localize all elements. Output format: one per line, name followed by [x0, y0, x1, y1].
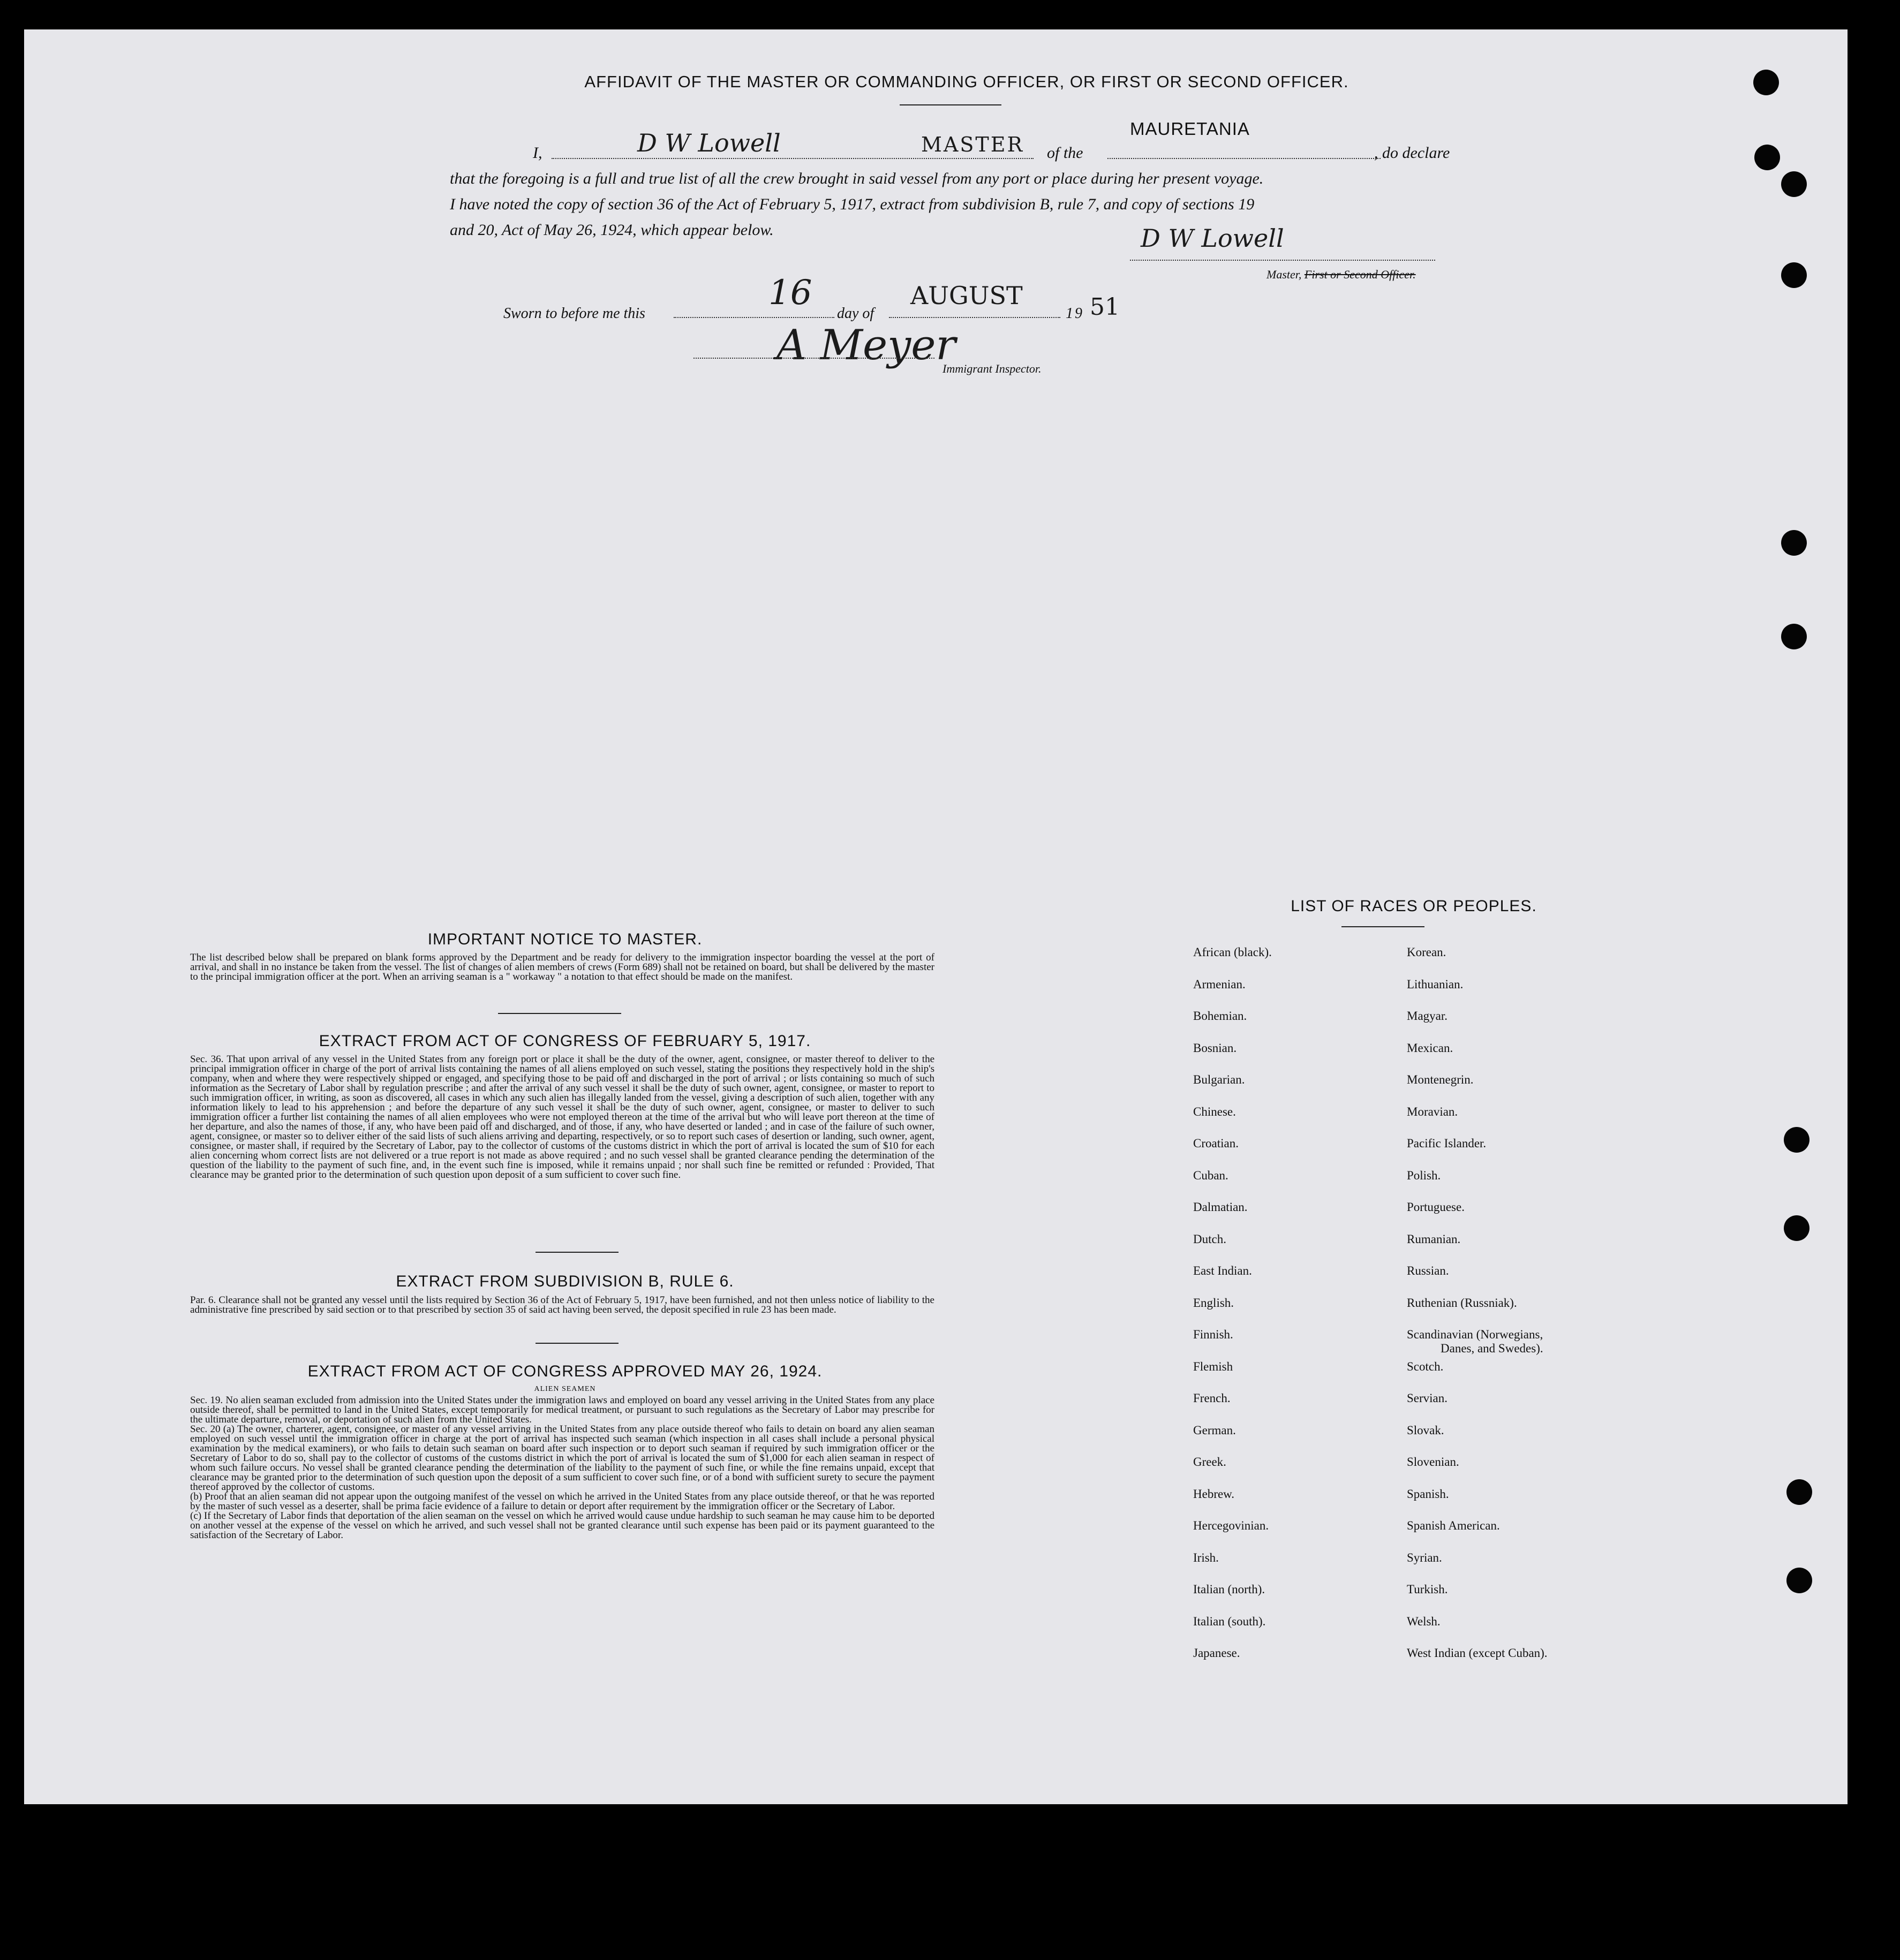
- divider: [536, 1252, 619, 1253]
- vessel-name: MAURETANIA: [1130, 119, 1250, 139]
- race-item: Cuban.: [1193, 1168, 1228, 1182]
- extract-1917-title: EXTRACT FROM ACT OF CONGRESS OF FEBRUARY 5, 1917.: [319, 1032, 811, 1050]
- extract-rule-body: Par. 6. Clearance shall not be granted any vessel until the lists required by Section 36 of the Act of February 5, 1917, have been furnished, and not then unless notice of liability to the administrative fine prescribed by said section or to that prescribed by section 35 of said act having been served, the deposit specified in rule 23 has been made.: [190, 1295, 934, 1315]
- race-item-continuation: Danes, and Swedes).: [1441, 1342, 1543, 1355]
- extract-rule-title: EXTRACT FROM SUBDIVISION B, RULE 6.: [396, 1273, 734, 1290]
- race-item: Bosnian.: [1193, 1041, 1237, 1055]
- affidavit-line-2: that the foregoing is a full and true list of all the crew brought in said vessel from any port or place during her present voyage.: [450, 170, 1264, 187]
- race-item: Rumanian.: [1407, 1232, 1461, 1246]
- sworn-prefix: Sworn to before me this: [503, 305, 645, 322]
- race-item: Montenegrin.: [1407, 1073, 1474, 1086]
- race-item: Croatian.: [1193, 1137, 1239, 1150]
- master-label: [1266, 268, 1416, 282]
- sec-19: Sec. 19. No alien seaman excluded from admission into the United States under the immigration laws and employed on board any vessel arriving in the United States from any place outside thereof, shall be permitted to land in the United States, except temporarily for medical treatment, or pursuant to such regulations as the Secretary of Labor may prescribe for the ultimate departure, removal, or deportation of such alien from the United States.: [190, 1395, 934, 1425]
- affidavit-line-4: and 20, Act of May 26, 1924, which appear below.: [450, 221, 774, 239]
- race-item: Servian.: [1407, 1391, 1448, 1405]
- race-item: Ruthenian (Russniak).: [1407, 1296, 1517, 1310]
- do-declare-label: , do declare: [1374, 144, 1450, 162]
- race-item: Mexican.: [1407, 1041, 1453, 1055]
- of-the-label: of the: [1047, 144, 1083, 162]
- extract-1924-subtitle: ALIEN SEAMEN: [534, 1385, 596, 1393]
- extract-1924-body: [190, 1396, 934, 1540]
- inspector-label: Immigrant Inspector.: [943, 362, 1042, 375]
- divider: [900, 104, 1001, 105]
- sec-20c: (c) If the Secretary of Labor finds that deportation of the alien seaman on the vessel on which he arrived would cause undue hardship to such seaman he may cause him to be deported on another vessel at the expense of the vessel on which he arrived, and such vessel shall not be granted clearance until such expense has been paid or its payment guaranteed to the satisfaction of the Secretary of Labor.: [190, 1510, 934, 1541]
- year-handwriting: 51: [1090, 293, 1120, 321]
- affidavit-line-3: I have noted the copy of section 36 of the Act of February 5, 1917, extract from subdivision B, rule 7, and copy of sections 19: [450, 195, 1255, 213]
- race-item: West Indian (except Cuban).: [1407, 1646, 1548, 1660]
- punch-hole: [1781, 171, 1807, 197]
- month-line: [889, 317, 1060, 318]
- inspector-line: [693, 358, 934, 359]
- rank-handwriting: MASTER: [921, 133, 1024, 156]
- master-label-text: Master,: [1266, 268, 1302, 281]
- punch-hole: [1786, 1479, 1812, 1505]
- race-item: Spanish.: [1407, 1487, 1449, 1501]
- punch-hole: [1781, 530, 1807, 556]
- race-item: Welsh.: [1407, 1614, 1441, 1628]
- race-item: Bohemian.: [1193, 1009, 1247, 1023]
- sec-20b: (b) Proof that an alien seaman did not appear upon the outgoing manifest of the vessel on which he arrived in the United States from any place outside thereof, or that he was reported by the master of such vessel as a deserter, shall be prima facie evidence of a failure to detain or deport after requirement by the immigration officer or the Secretary of Labor.: [190, 1491, 934, 1512]
- day-of-label: day of: [837, 305, 874, 322]
- name-line: [552, 158, 1034, 159]
- race-item: Dalmatian.: [1193, 1200, 1248, 1214]
- affidavit-title: AFFIDAVIT OF THE MASTER OR COMMANDING OFFICER, OR FIRST OR SECOND OFFICER.: [584, 72, 1349, 91]
- race-item: Slovenian.: [1407, 1455, 1459, 1469]
- day-line: [674, 317, 834, 318]
- year-printed: 19: [1066, 305, 1084, 322]
- race-item: African (black).: [1193, 945, 1272, 959]
- punch-hole: [1754, 145, 1780, 170]
- divider: [498, 1013, 621, 1014]
- punch-hole: [1786, 1568, 1812, 1593]
- race-item: Greek.: [1193, 1455, 1226, 1469]
- punch-hole: [1784, 1215, 1809, 1241]
- punch-hole: [1781, 624, 1807, 649]
- race-item: English.: [1193, 1296, 1234, 1310]
- extract-1924-title: EXTRACT FROM ACT OF CONGRESS APPROVED MAY 26, 1924.: [307, 1363, 823, 1380]
- race-item: Syrian.: [1407, 1550, 1442, 1564]
- race-item: Bulgarian.: [1193, 1073, 1245, 1086]
- race-item: Moravian.: [1407, 1104, 1458, 1118]
- race-item: Dutch.: [1193, 1232, 1226, 1246]
- vessel-line: [1107, 158, 1381, 159]
- race-item: German.: [1193, 1423, 1236, 1437]
- races-title: LIST OF RACES OR PEOPLES.: [1291, 897, 1537, 915]
- race-item: Scandinavian (Norwegians,: [1407, 1328, 1543, 1341]
- inspector-signature-handwriting: A Meyer: [776, 321, 956, 369]
- race-item: French.: [1193, 1391, 1231, 1405]
- race-item: Polish.: [1407, 1168, 1441, 1182]
- signature-line: [1130, 260, 1435, 261]
- race-item: Armenian.: [1193, 977, 1246, 991]
- sec-20a: Sec. 20 (a) The owner, charterer, agent, consignee, or master of any vessel arriving in the United States from any place outside thereof who fails to detain on board any alien seaman employed on such vessel until the immigration officer in charge at the port of arrival has inspected such seaman (which inspection in all cases shall include a personal physical examination by the medical examiners), or who fails to detain such seaman on board after such inspection or to deport such seaman if required by such immigration officer or the Secretary of Labor to do so, shall pay to the collector of customs of the customs district in which the port of arrival is located the sum of $1,000 for each alien seaman in respect of whom such failure occurs. No vessel shall be granted clearance pending the determination of the liability to the payment of such fine, or while the fine remains unpaid, except that clearance may be granted prior to the determination of such question upon the deposit of a sum sufficient to cover such fine, or of a bond with sufficient surety to secure the payment thereof approved by the collector of customs.: [190, 1424, 934, 1493]
- master-name-handwriting: D W Lowell: [637, 128, 781, 157]
- race-item: Italian (north).: [1193, 1583, 1265, 1596]
- race-item: Korean.: [1407, 945, 1446, 959]
- race-item: Scotch.: [1407, 1359, 1444, 1373]
- race-item: Japanese.: [1193, 1646, 1240, 1660]
- extract-1917-body: Sec. 36. That upon arrival of any vessel in the United States from any foreign port or place it shall be the duty of the owner, agent, consignee, or master thereof to deliver to the principal immigration officer in charge of the port of arrival lists containing the names of all aliens employed on such vessel, stating the positions they respectively hold in the ship's company, when and where they were respectively shipped or engaged, and specifying those to be paid off and discharged in the port of arrival ; or lists containing so much of such information as the Secretary of Labor shall by regulation prescribe ; and after the arrival of any such vessel it shall be the duty of such owner, agent, consignee, or master to report to such immigration officer, in writing, as soon as discovered, all cases in which any such alien has illegally landed from the vessel, giving a description of such alien, together with any information likely to lead to his apprehension ; and before the departure of any such vessel it shall be the duty of such owner, agent, consignee, or master to deliver to such immigration officer a further list containing the names of all alien employees who were not employed thereon at the time of the arrival but who will leave port thereon at the time of her departure, and also the names of those, if any, who have been paid off and discharged, and of those, if any, who have deserted or landed ; and in case of the failure of such owner, agent, consignee, or master so to deliver either of the said lists of such aliens arriving and departing, respectively, or so to report such cases of desertion or landing, such owner, agent, consignee, or master shall, if required by the Secretary of Labor, pay to the collector of customs of the customs district in which the port of arrival is located the sum of $10 for each alien concerning whom correct lists are not delivered or a true report is not made as above required ; and no such vessel shall be granted clearance pending the determination of the question of the liability to the payment of such fine, and, in the event such fine is imposed, while it remains unpaid ; nor shall such fine be remitted or refunded : Provided, That clearance may be granted prior to the determination of such question upon deposit of a sum sufficient to cover such fine.: [190, 1054, 934, 1180]
- race-item: Irish.: [1193, 1550, 1219, 1564]
- race-item: Finnish.: [1193, 1328, 1233, 1341]
- race-item: Portuguese.: [1407, 1200, 1465, 1214]
- struck-officer-label: First or Second Officer.: [1304, 268, 1416, 281]
- race-item: Hercegovinian.: [1193, 1519, 1269, 1532]
- race-item: Italian (south).: [1193, 1614, 1266, 1628]
- race-item: Magyar.: [1407, 1009, 1448, 1023]
- affidavit-prefix: I,: [533, 144, 542, 162]
- race-item: Russian.: [1407, 1264, 1449, 1277]
- punch-hole: [1784, 1127, 1809, 1153]
- race-item: Pacific Islander.: [1407, 1137, 1487, 1150]
- race-item: Hebrew.: [1193, 1487, 1235, 1501]
- punch-hole: [1753, 70, 1779, 95]
- divider: [536, 1343, 619, 1344]
- notice-title: IMPORTANT NOTICE TO MASTER.: [427, 930, 703, 948]
- notice-body: The list described below shall be prepared on blank forms approved by the Department and be ready for delivery to the immigration inspector boarding the vessel at the port of arrival, and shall in no instance be taken from the vessel. The list of changes of alien members of crews (Form 689) shall not be retained on board, but shall be delivered by the master to the principal immigration officer at the port. When an arriving seaman is a " workaway " a notation to that effect should be made on the manifest.: [190, 952, 934, 982]
- race-item: Slovak.: [1407, 1423, 1444, 1437]
- race-item: Turkish.: [1407, 1583, 1448, 1596]
- race-item: East Indian.: [1193, 1264, 1252, 1277]
- race-item: Flemish: [1193, 1359, 1233, 1373]
- signature-handwriting: D W Lowell: [1141, 224, 1284, 253]
- month-handwriting: AUGUST: [910, 281, 1023, 310]
- divider: [1341, 926, 1424, 927]
- race-item: Chinese.: [1193, 1104, 1236, 1118]
- race-item: Spanish American.: [1407, 1519, 1500, 1532]
- day-handwriting: 16: [768, 273, 812, 313]
- race-item: Lithuanian.: [1407, 977, 1464, 991]
- punch-hole: [1781, 262, 1807, 288]
